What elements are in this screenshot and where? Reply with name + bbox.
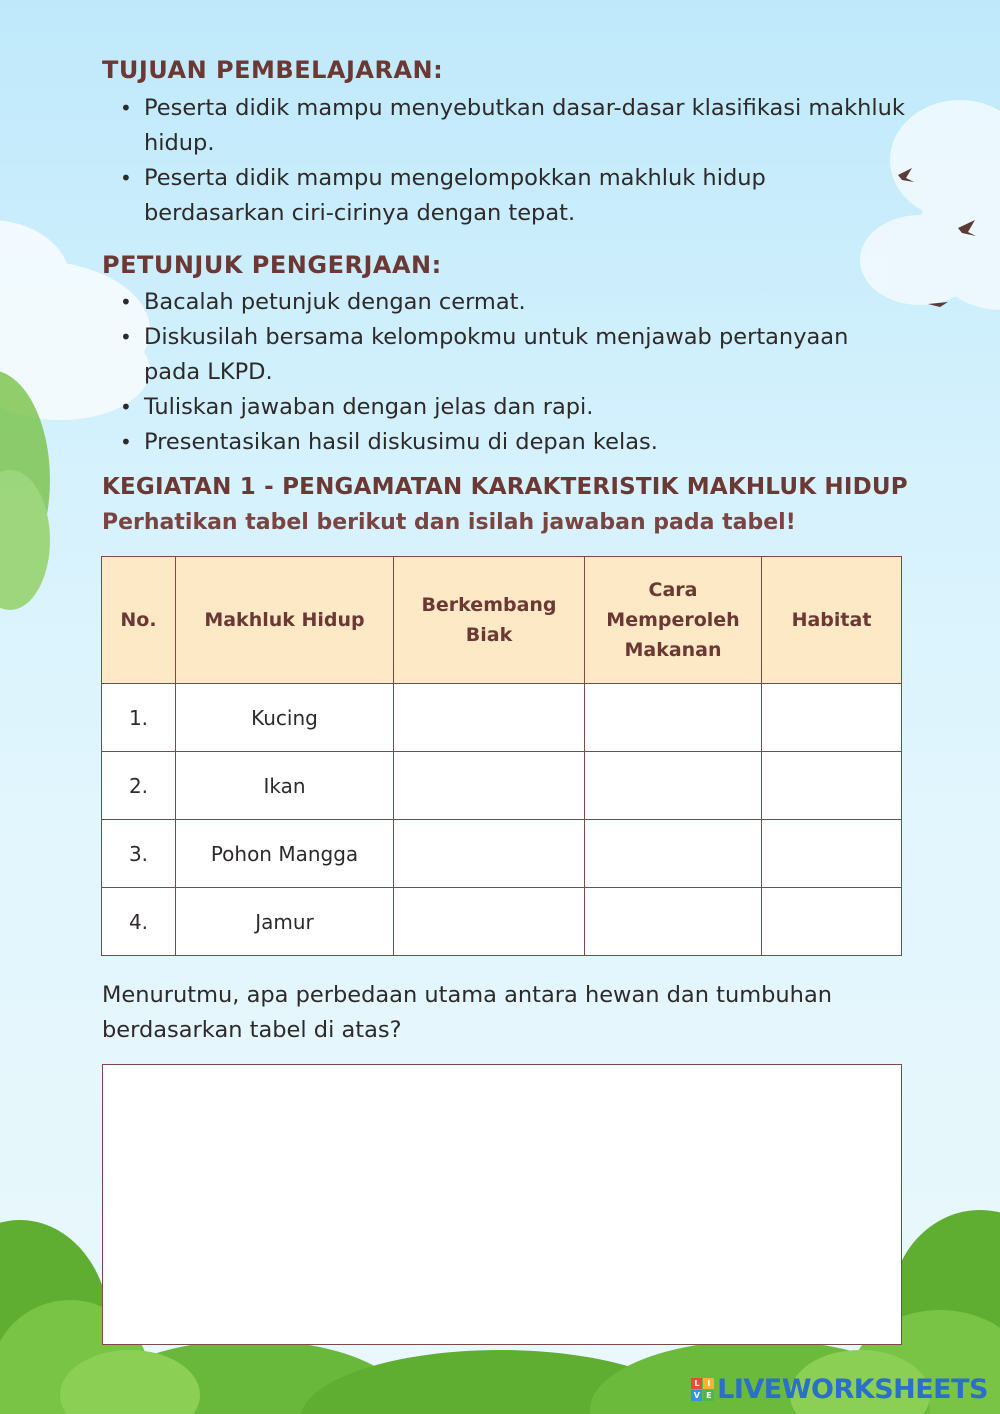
header-living-thing: Makhluk Hidup: [176, 557, 394, 684]
list-item: • Presentasikan hasil diskusimu di depan kelas.: [117, 425, 907, 460]
reproduction-cell[interactable]: [394, 820, 585, 888]
food-cell[interactable]: [585, 684, 762, 752]
food-cell[interactable]: [585, 752, 762, 820]
brand-name: LIVEWORKSHEETS: [717, 1374, 988, 1405]
row-living-thing: Pohon Mangga: [176, 820, 394, 888]
table-row: [102, 820, 902, 888]
header-reproduction: Berkembang Biak: [394, 557, 585, 684]
discussion-question: Menurutmu, apa perbedaan utama antara hewan dan tumbuhan berdasarkan tabel di atas?: [102, 982, 832, 1043]
header-no: No.: [102, 557, 176, 684]
list-item: • Tuliskan jawaban dengan jelas dan rapi.: [117, 390, 907, 425]
habitat-cell[interactable]: [762, 752, 902, 820]
row-living-thing: Jamur: [176, 888, 394, 956]
brand-icon: L I V E: [691, 1378, 714, 1401]
row-living-thing: Kucing: [176, 684, 394, 752]
food-cell[interactable]: [585, 888, 762, 956]
table-row: [102, 888, 902, 956]
habitat-cell[interactable]: [762, 684, 902, 752]
habitat-cell[interactable]: [762, 888, 902, 956]
objectives-list: [117, 91, 907, 231]
reproduction-cell[interactable]: [394, 752, 585, 820]
reproduction-cell[interactable]: [394, 888, 585, 956]
table-header-row: [102, 557, 902, 684]
liveworksheets-logo: [691, 1374, 988, 1405]
list-item: • Diskusilah bersama kelompokmu untuk menjawab pertanyaan pada LKPD.: [117, 320, 907, 390]
row-number: 2.: [102, 752, 176, 820]
habitat-cell[interactable]: [762, 820, 902, 888]
answer-textbox[interactable]: [102, 1064, 902, 1345]
row-number: 1.: [102, 684, 176, 752]
instructions-heading: PETUNJUK PENGERJAAN:: [102, 251, 442, 279]
food-cell[interactable]: [585, 820, 762, 888]
header-habitat: Habitat: [762, 557, 902, 684]
list-item: • Peserta didik mampu menyebutkan dasar-dasar klasifikasi makhluk hidup.: [117, 91, 907, 161]
row-number: 4.: [102, 888, 176, 956]
objectives-heading: TUJUAN PEMBELAJARAN:: [102, 56, 444, 84]
activity-heading: KEGIATAN 1 - PENGAMATAN KARAKTERISTIK MAKHLUK HIDUP: [102, 474, 908, 500]
row-living-thing: Ikan: [176, 752, 394, 820]
table-row: [102, 752, 902, 820]
reproduction-cell[interactable]: [394, 684, 585, 752]
observation-table: [101, 556, 902, 956]
instructions-list: [117, 285, 907, 460]
table-row: [102, 684, 902, 752]
list-item: • Bacalah petunjuk dengan cermat.: [117, 285, 907, 320]
header-food: Cara Memperoleh Makanan: [585, 557, 762, 684]
row-number: 3.: [102, 820, 176, 888]
list-item: • Peserta didik mampu mengelompokkan makhluk hidup berdasarkan ciri-cirinya dengan tepat.: [117, 161, 907, 231]
activity-subheading: Perhatikan tabel berikut dan isilah jawaban pada tabel!: [102, 510, 796, 535]
